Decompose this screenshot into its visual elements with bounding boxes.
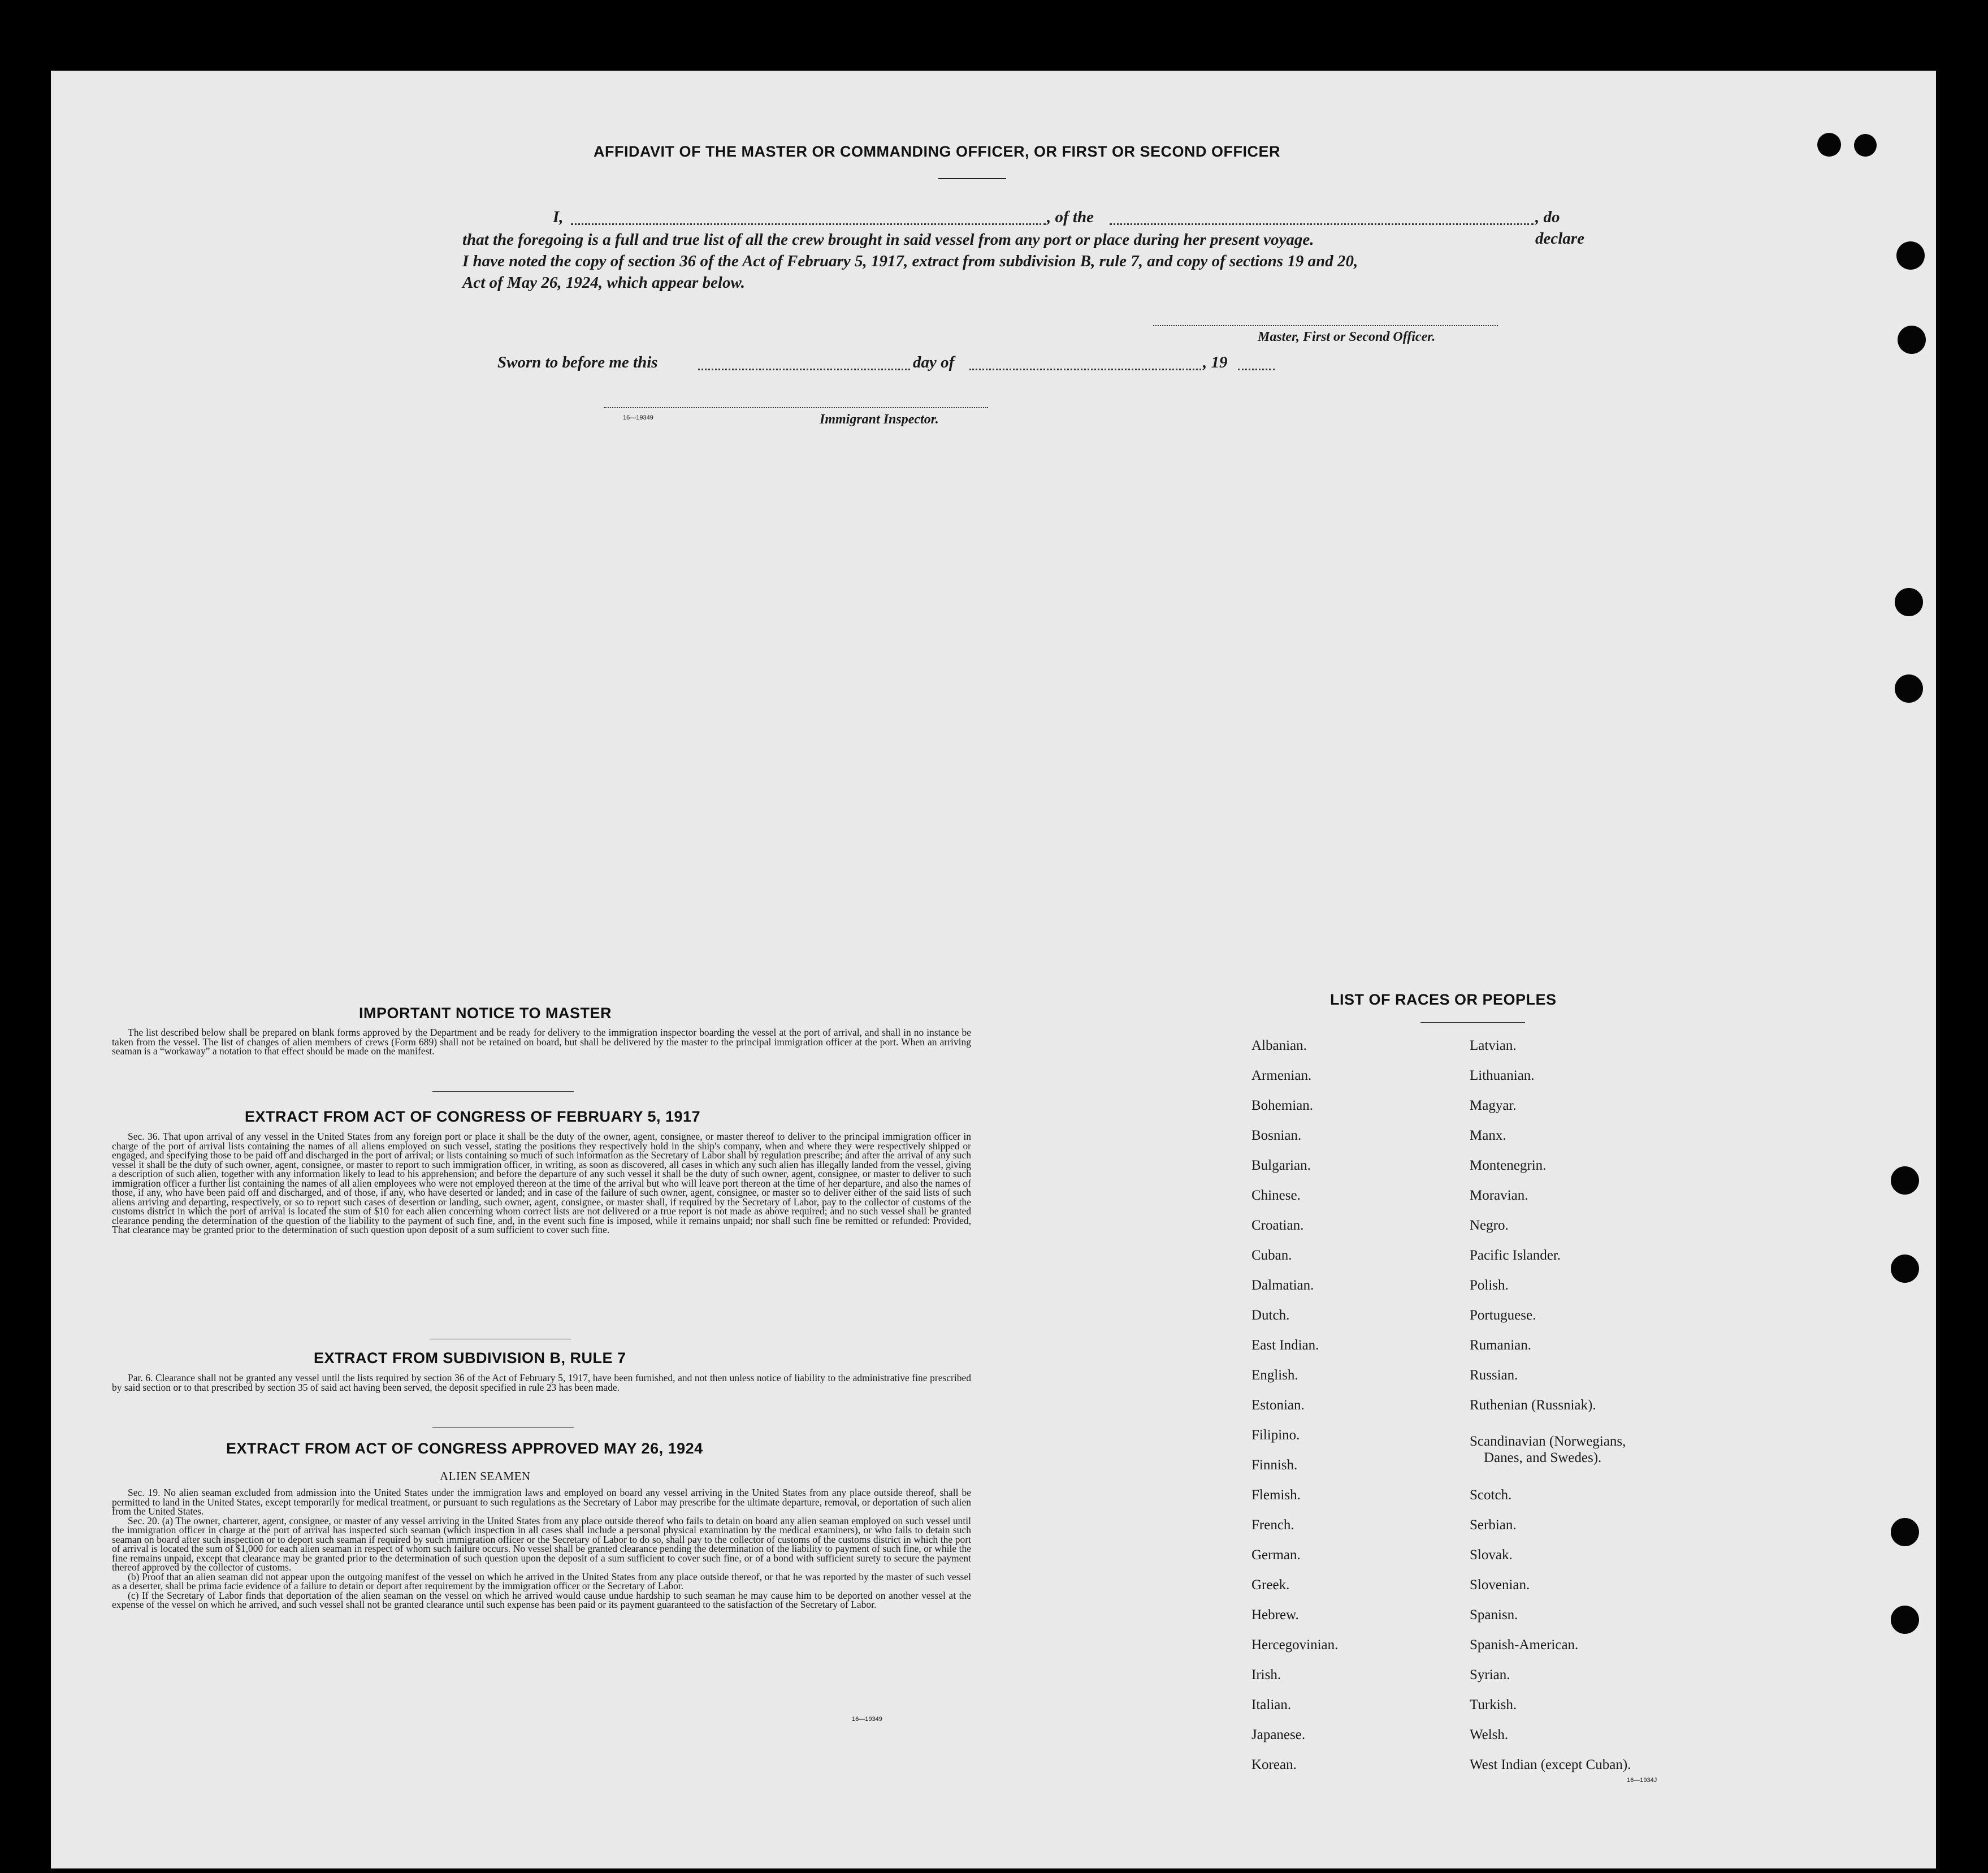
race-item: Slovenian. xyxy=(1470,1577,1530,1593)
race-item: Danes, and Swedes). xyxy=(1484,1450,1602,1465)
race-item: East Indian. xyxy=(1251,1338,1319,1353)
race-item: Manx. xyxy=(1470,1128,1506,1143)
affidavit-form-number: 16—19349 xyxy=(623,414,653,421)
race-item: Italian. xyxy=(1251,1697,1292,1712)
race-item: English. xyxy=(1251,1368,1298,1383)
race-item: Welsh. xyxy=(1470,1727,1509,1742)
race-item: Korean. xyxy=(1251,1757,1297,1772)
alien-seamen-subtitle: ALIEN SEAMEN xyxy=(440,1469,531,1483)
title-divider xyxy=(938,178,1006,179)
race-item: Spanish-American. xyxy=(1470,1637,1579,1653)
declaration-i: I, xyxy=(553,208,564,226)
inspector-label: Immigrant Inspector. xyxy=(820,412,939,427)
race-item: Scotch. xyxy=(1470,1487,1512,1503)
race-item: Serbian. xyxy=(1470,1517,1517,1533)
race-item: Filipino. xyxy=(1251,1428,1300,1443)
sworn-label: Sworn to before me this xyxy=(497,353,658,371)
punch-hole xyxy=(1898,326,1926,354)
race-item: Croatian. xyxy=(1251,1218,1304,1233)
punch-hole xyxy=(1817,133,1841,157)
vessel-field[interactable] xyxy=(1110,223,1534,225)
race-item: Flemish. xyxy=(1251,1487,1301,1503)
extract-1924-title: EXTRACT FROM ACT OF CONGRESS APPROVED MAY 26, 1924 xyxy=(226,1440,703,1457)
race-item: Slovak. xyxy=(1470,1547,1513,1563)
race-item: Syrian. xyxy=(1470,1667,1510,1682)
race-item: Ruthenian (Russniak). xyxy=(1470,1398,1596,1413)
sec-20c-text: (c) If the Secretary of Labor finds that deportation of the alien seaman on the vessel on which he arrived would cause undue hardship to such seaman he may cause him to be deported on another vessel at the expense of the vessel on which he arrived, and such vessel shall not be granted clearance until such expense has been paid or its payment guaranteed to the satisfaction of the Secretary of Labor. xyxy=(112,1589,971,1610)
race-item: French. xyxy=(1251,1517,1294,1533)
race-item: Scandinavian (Norwegians, xyxy=(1470,1434,1626,1449)
punch-hole xyxy=(1891,1255,1919,1283)
race-item: Bosnian. xyxy=(1251,1128,1302,1143)
race-item: Russian. xyxy=(1470,1368,1518,1383)
race-item: Hercegovinian. xyxy=(1251,1637,1339,1653)
punch-hole xyxy=(1896,241,1925,270)
master-signature-line[interactable] xyxy=(1153,325,1498,326)
race-item: Bohemian. xyxy=(1251,1098,1314,1113)
race-item: Dalmatian. xyxy=(1251,1278,1314,1293)
race-item: Estonian. xyxy=(1251,1398,1305,1413)
sworn-day-field[interactable] xyxy=(698,369,910,370)
race-item: Lithuanian. xyxy=(1470,1068,1535,1083)
race-item: Armenian. xyxy=(1251,1068,1312,1083)
race-item: Spanisn. xyxy=(1470,1607,1518,1623)
sworn-year-field[interactable] xyxy=(1238,369,1275,370)
subdivision-text: Par. 6. Clearance shall not be granted any vessel until the lists required by section 36 of the Act of February 5, 1917, have been furnished, and not then unless notice of liability to the administrative fine prescribed by said section or to that prescribed by section 35 of said act having been served, the deposit specified in rule 23 has been made. xyxy=(112,1372,971,1393)
punch-hole xyxy=(1854,134,1877,157)
extract-1917-text: Sec. 36. That upon arrival of any vessel in the United States from any foreign port or place it shall be the duty of the owner, agent, consignee, or master thereof to deliver to the principal immigration officer in charge of the port of arrival lists containing the names of all aliens employed on such vessel, stating the positions they respectively hold in the ship's company, when and where they were respectively shipped or engaged, and specifying those to be paid off and discharged in the port of arrival; or lists containing so much of such information as the Secretary of Labor shall by regulation prescribe; and after the arrival of any such vessel it shall be the duty of such owner, agent, consignee, or master to report to such immigration officer, in writing, as soon as discovered, all cases in which any such alien has illegally landed from the vessel, giving a description of such alien, together with any information likely to lead to his apprehension; and before the departure of any such vessel it shall be the duty of such owner, agent, consignee, or master to deliver to such immigration officer a further list containing the names of all alien employees who were not employed thereon at the time of the arrival but who will leave port thereon at the time of her departure, and also the names of those, if any, who have been paid off and discharged, and of those, if any, who have deserted or landed; and in case of the failure of such owner, agent, consignee, or master so to deliver either of the said lists of such aliens arriving and departing, respectively, or so to report such cases of desertion or landing, such owner, agent, consignee, or master shall, if required by the Secretary of Labor, pay to the collector of customs of the customs district in which the port of arrival is located the sum of $10 for each alien concerning whom correct lists are not delivered or a true report is not made as above required; and no such vessel shall be granted clearance pending the determination of the question of the liability to the payment of such fine, and, in the event such fine is imposed, while it remains unpaid; nor shall such fine be remitted or refunded: Provided, That clearance may be granted prior to the determination of such question upon deposit of a sum sufficient to cover such fine. xyxy=(112,1131,971,1235)
declaration-of-the: , of the xyxy=(1047,208,1094,226)
affidavit-title: AFFIDAVIT OF THE MASTER OR COMMANDING OFFICER, OR FIRST OR SECOND OFFICER xyxy=(594,143,1280,160)
race-item: Albanian. xyxy=(1251,1038,1307,1053)
divider-1 xyxy=(432,1091,574,1092)
punch-hole xyxy=(1895,588,1923,616)
extract-1917-title: EXTRACT FROM ACT OF CONGRESS OF FEBRUARY 5, 1917 xyxy=(245,1108,701,1125)
race-item: Montenegrin. xyxy=(1470,1158,1547,1173)
notice-title: IMPORTANT NOTICE TO MASTER xyxy=(359,1005,612,1022)
race-item: German. xyxy=(1251,1547,1301,1563)
races-divider xyxy=(1420,1022,1525,1023)
race-item: Hebrew. xyxy=(1251,1607,1299,1623)
race-item: Bulgarian. xyxy=(1251,1158,1311,1173)
race-item: Cuban. xyxy=(1251,1248,1292,1263)
declaration-line-2: that the foregoing is a full and true list of all the crew brought in said vessel from any port or place during her present voyage. xyxy=(462,231,1314,249)
race-item: Finnish. xyxy=(1251,1457,1298,1473)
race-item: Japanese. xyxy=(1251,1727,1306,1742)
race-item: Greek. xyxy=(1251,1577,1290,1593)
race-item: Moravian. xyxy=(1470,1188,1528,1203)
sec-20a-text: Sec. 20. (a) The owner, charterer, agent, consignee, or master of any vessel arriving in the United States from any place outside thereof who fails to detain on board any alien seaman employed on such vessel until the immigration officer in charge at the port of arrival has inspected such seaman (which inspection in all cases shall include a personal physical examination by the medical examiners), or who fails to detain such seaman on board after such inspection or to deport such seaman if required by such immigration officer or the Secretary of Labor to do so, shall pay to the collector of customs of the customs district in which the port of arrival is located the sum of $1,000 for each alien seaman in respect of whom such failure occurs. No vessel shall be granted clearance pending the determination of the liability to payment of such fine, or while the fine remains unpaid, except that clearance may be granted prior to the determination of such question upon the deposit of a sum sufficient to cover such fine, or of a bond with sufficient surety to secure the payment thereof approved by the collector of customs. xyxy=(112,1515,971,1573)
document-page xyxy=(51,71,1936,1868)
race-item: Rumanian. xyxy=(1470,1338,1532,1353)
extract-1924-body xyxy=(112,1488,971,1610)
punch-hole xyxy=(1891,1518,1919,1546)
sworn-line xyxy=(497,352,1345,374)
race-item: West Indian (except Cuban). xyxy=(1470,1757,1631,1772)
master-signature-label: Master, First or Second Officer. xyxy=(1258,330,1436,344)
extract-form-number: 16—19349 xyxy=(852,1716,882,1723)
declaration-line-4: Act of May 26, 1924, which appear below. xyxy=(462,274,745,292)
punch-hole xyxy=(1895,674,1923,703)
race-item: Turkish. xyxy=(1470,1697,1517,1712)
race-item: Pacific Islander. xyxy=(1470,1248,1561,1263)
day-of-label: day of xyxy=(913,353,955,371)
race-item: Chinese. xyxy=(1251,1188,1301,1203)
race-item: Portuguese. xyxy=(1470,1308,1536,1323)
races-form-number: 16—1934J xyxy=(1627,1777,1657,1784)
race-item: Negro. xyxy=(1470,1218,1509,1233)
declaration-line-3: I have noted the copy of section 36 of the Act of February 5, 1917, extract from subdivision B, rule 7, and copy of sections 19 and 20, xyxy=(462,252,1358,270)
sec-20b-text: (b) Proof that an alien seaman did not appear upon the outgoing manifest of the vessel on which he arrived in the United States from any place outside thereof, or that he was reported by the master of such vessel as a deserter, shall be prima facie evidence of a failure to detain or deport after requirement by the immigration officer or the Secretary of Labor. xyxy=(112,1571,971,1591)
race-item: Polish. xyxy=(1470,1278,1509,1293)
notice-text: The list described below shall be prepared on blank forms approved by the Department and be ready for delivery to the immigration inspector boarding the vessel at the port of arrival, and shall in no instance be taken from the vessel. The list of changes of alien members of crews (Form 689) shall not be retained on board, but shall be delivered by the master to the principal immigration officer at the port. When an arriving seaman is a “workaway” a notation to that effect should be made on the manifest. xyxy=(112,1027,971,1057)
race-item: Latvian. xyxy=(1470,1038,1517,1053)
punch-hole xyxy=(1891,1606,1919,1634)
race-item: Dutch. xyxy=(1251,1308,1290,1323)
races-title: LIST OF RACES OR PEOPLES xyxy=(1330,991,1557,1008)
year-label: , 19 xyxy=(1203,353,1228,371)
sworn-month-field[interactable] xyxy=(969,369,1201,370)
subdivision-title: EXTRACT FROM SUBDIVISION B, RULE 7 xyxy=(314,1349,626,1366)
race-item: Irish. xyxy=(1251,1667,1281,1682)
punch-hole xyxy=(1891,1166,1919,1195)
inspector-signature-line[interactable] xyxy=(604,407,988,408)
sec-19-text: Sec. 19. No alien seaman excluded from admission into the United States under the immigration laws and employed on board any vessel arriving in the United States from any place outside thereof, shall be permitted to land in the United States, except temporarily for medical treatment, or pursuant to such regulations as the Secretary of Labor may prescribe for the ultimate departure, removal, or deportation of such alien from the United States. xyxy=(112,1487,971,1517)
race-item: Magyar. xyxy=(1470,1098,1517,1113)
declaration-do-declare: , do declare xyxy=(1535,208,1584,248)
name-field[interactable] xyxy=(571,223,1046,225)
